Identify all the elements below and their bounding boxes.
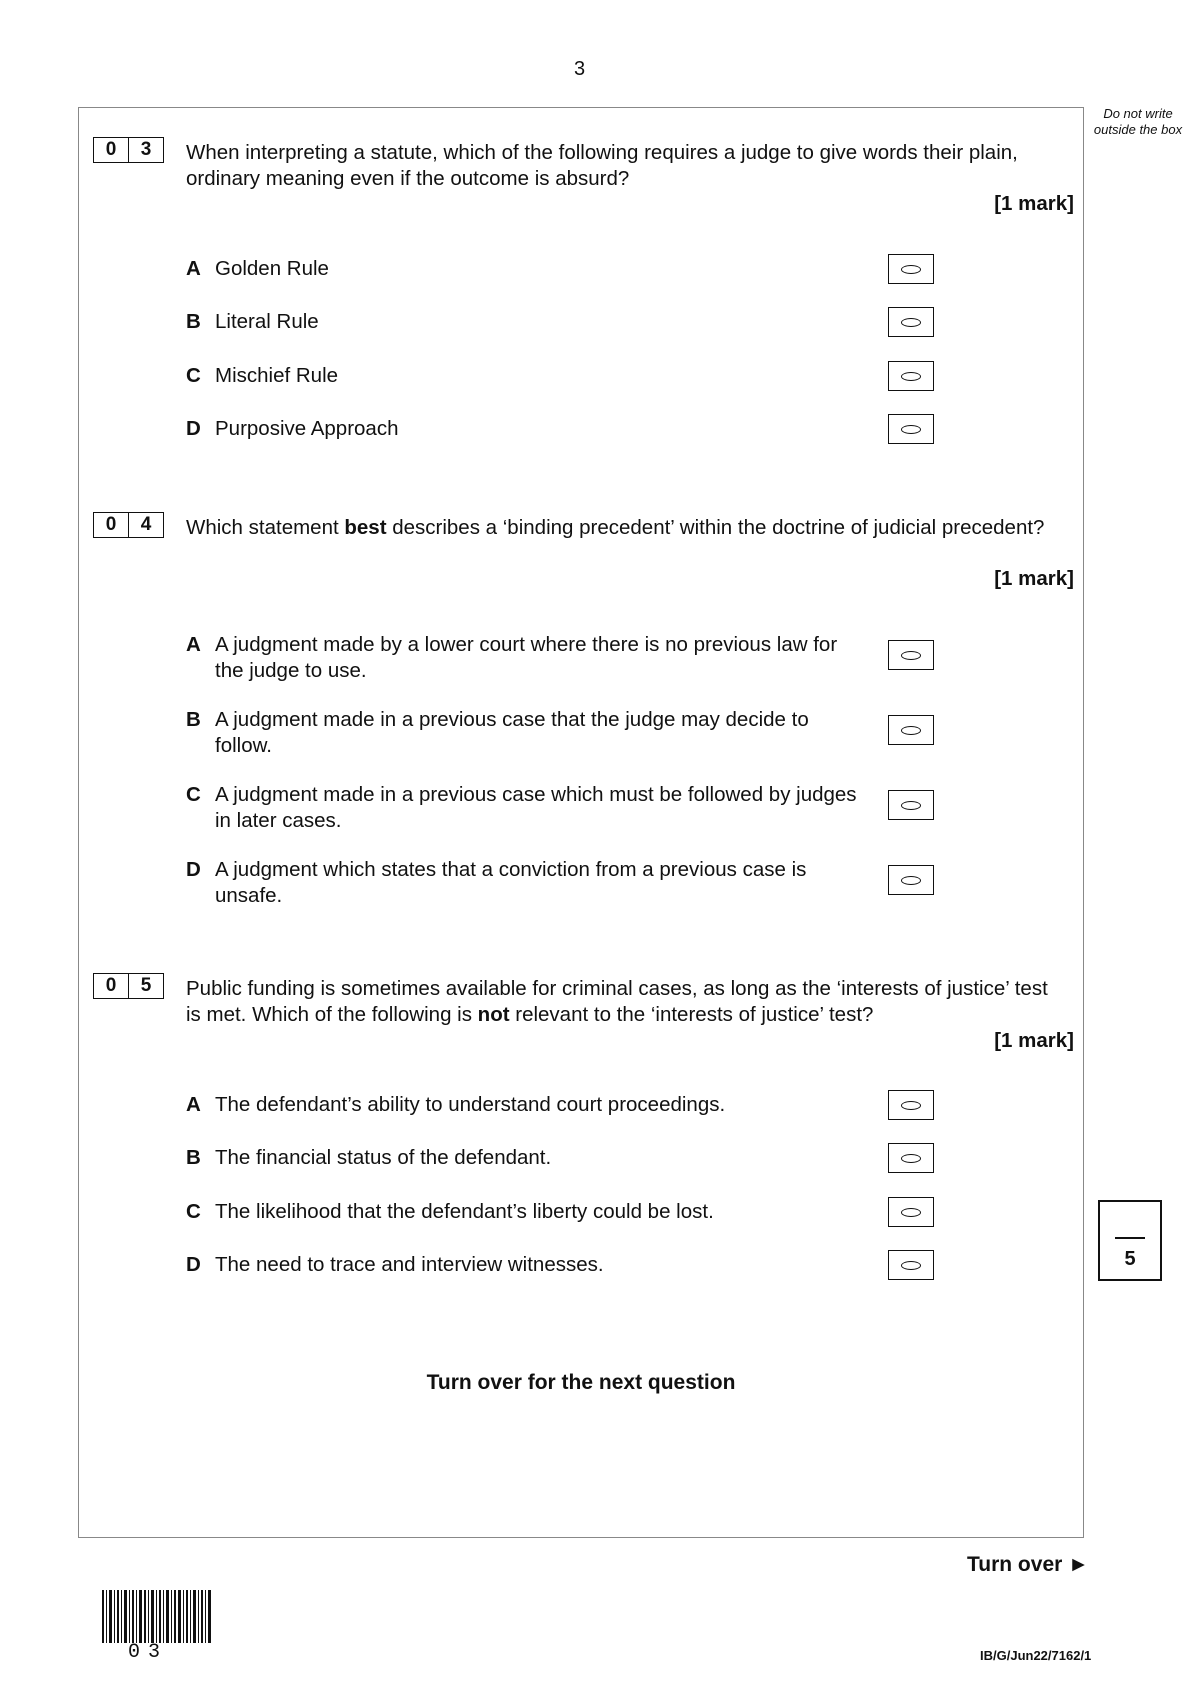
question-text-emphasis: not [477, 1003, 510, 1026]
question-text [186, 976, 1066, 1028]
question-number-digit: 5 [128, 974, 163, 998]
lozenge-icon [901, 651, 921, 660]
page-score-box [1098, 1200, 1162, 1281]
lozenge-icon [901, 1154, 921, 1163]
answer-box[interactable] [888, 361, 934, 391]
question-text-part: Which statement [186, 516, 345, 539]
barcode [102, 1590, 212, 1643]
question-number-03 [93, 137, 164, 163]
turn-over-label: Turn over ► [967, 1553, 1089, 1576]
lozenge-icon [901, 1101, 921, 1110]
option-text: The financial status of the defendant. [215, 1146, 552, 1169]
lozenge-icon [901, 318, 921, 327]
question-number-digit: 0 [105, 514, 117, 535]
answer-box[interactable] [888, 307, 934, 337]
score-divider [1115, 1237, 1145, 1239]
option-letter: C [186, 1200, 201, 1223]
barcode-digits: 03 [128, 1641, 169, 1664]
margin-note: Do not write outside the box [1093, 106, 1183, 137]
option-letter: C [186, 364, 201, 387]
option-letter: A [186, 1093, 201, 1116]
answer-box[interactable] [888, 414, 934, 444]
question-text-part: describes a ‘binding precedent’ within the doctrine of judicial precedent? [386, 516, 1045, 539]
answer-box[interactable] [888, 1143, 934, 1173]
question-number-digit: 4 [128, 513, 163, 537]
option-text: A judgment which states that a conviction from a previous case is unsafe. [215, 858, 807, 907]
option-text: A judgment made by a lower court where there is no previous law for the judge to use. [215, 633, 838, 682]
answer-box[interactable] [888, 865, 934, 895]
option-letter: D [186, 417, 201, 440]
footer-code: IB/G/Jun22/7162/1 [980, 1648, 1092, 1663]
option-letter: B [186, 310, 201, 333]
page-number: 3 [574, 58, 586, 80]
option-letter: C [186, 783, 201, 806]
answer-box[interactable] [888, 1090, 934, 1120]
marks-label: [1 mark] [994, 1029, 1074, 1052]
option-letter: B [186, 708, 201, 731]
marks-label: [1 mark] [994, 192, 1074, 215]
option-text: The likelihood that the defendant’s liberty could be lost. [215, 1200, 714, 1223]
option-text: The defendant’s ability to understand court proceedings. [215, 1093, 726, 1116]
question-number-digit: 0 [105, 139, 117, 160]
option-text: Golden Rule [215, 257, 329, 280]
option-text: Literal Rule [215, 310, 319, 333]
question-text-part: relevant to the ‘interests of justice’ test? [509, 1003, 874, 1026]
question-text: When interpreting a statute, which of the following requires a judge to give words their plain, ordinary meaning even if the outcome is absurd? [186, 141, 1018, 190]
lozenge-icon [901, 372, 921, 381]
option-text: A judgment made in a previous case which must be followed by judges in later cases. [215, 783, 857, 832]
lozenge-icon [901, 876, 921, 885]
option-letter: D [186, 1253, 201, 1276]
lozenge-icon [901, 1261, 921, 1270]
question-number-digit: 3 [128, 138, 163, 162]
answer-box[interactable] [888, 715, 934, 745]
marks-label: [1 mark] [994, 567, 1074, 590]
lozenge-icon [901, 726, 921, 735]
option-letter: B [186, 1146, 201, 1169]
option-text: A judgment made in a previous case that the judge may decide to follow. [215, 708, 809, 757]
lozenge-icon [901, 425, 921, 434]
lozenge-icon [901, 801, 921, 810]
option-text: Purposive Approach [215, 417, 399, 440]
question-text [186, 515, 1046, 541]
option-letter: D [186, 858, 201, 881]
turn-over-next-question: Turn over for the next question [426, 1371, 736, 1394]
lozenge-icon [901, 1208, 921, 1217]
question-number-05 [93, 973, 164, 999]
option-text: The need to trace and interview witnesses. [215, 1253, 604, 1276]
lozenge-icon [901, 265, 921, 274]
question-text-emphasis: best [344, 516, 387, 539]
answer-box[interactable] [888, 790, 934, 820]
question-number-digit: 0 [105, 975, 117, 996]
answer-box[interactable] [888, 1250, 934, 1280]
answer-box[interactable] [888, 640, 934, 670]
answer-box[interactable] [888, 1197, 934, 1227]
option-letter: A [186, 633, 201, 656]
answer-box[interactable] [888, 254, 934, 284]
page-score: 5 [1124, 1248, 1136, 1270]
option-letter: A [186, 257, 201, 280]
option-text: Mischief Rule [215, 364, 339, 387]
question-number-04 [93, 512, 164, 538]
question-text-part: Public funding is sometimes available for criminal cases, as long as the ‘interests of justice’ test is met. Which of the following is [186, 977, 1048, 1026]
